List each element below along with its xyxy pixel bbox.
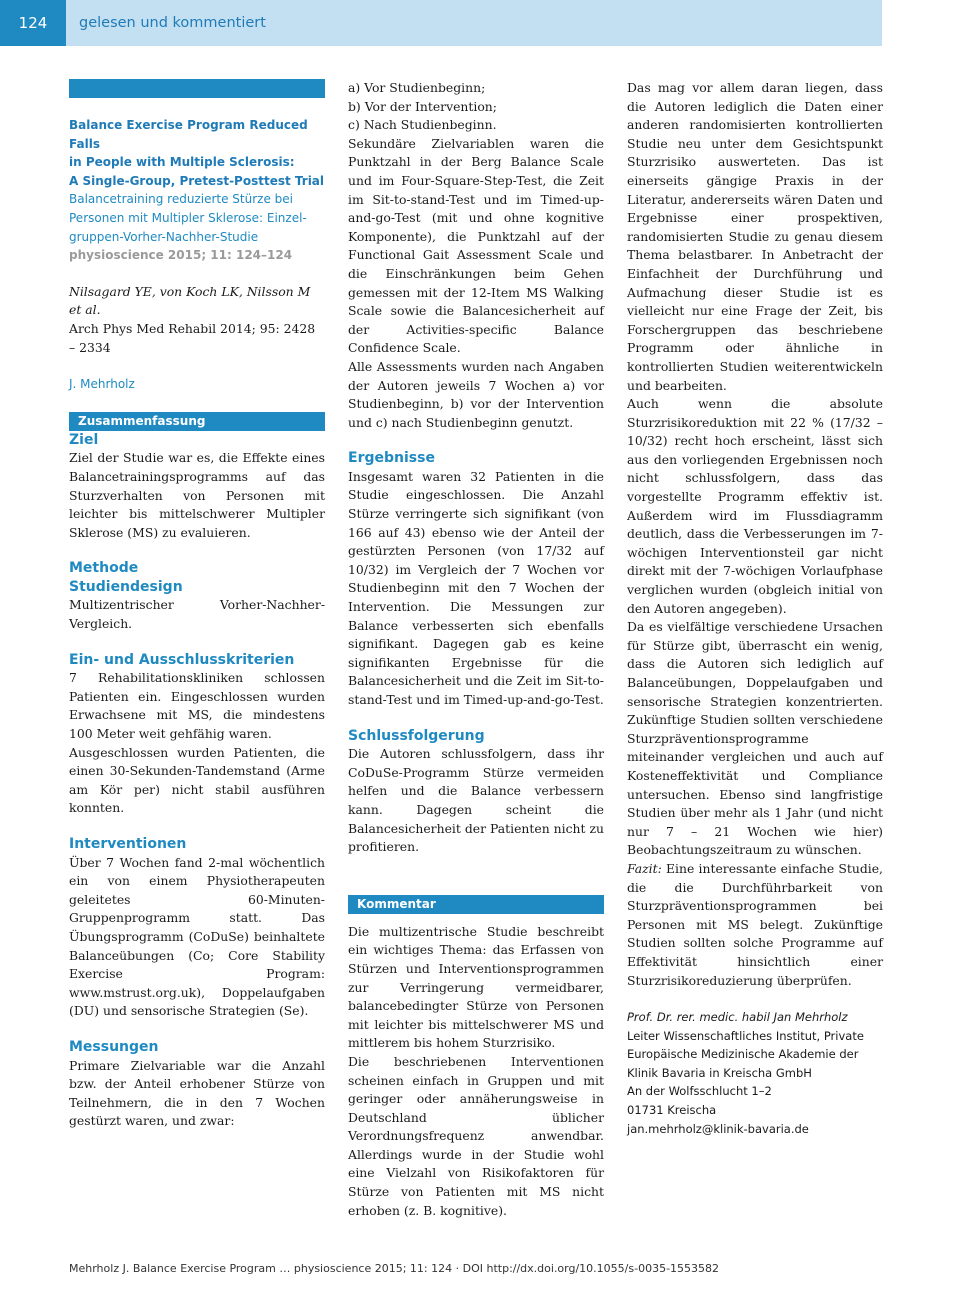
messungen-heading: Messungen [69, 1038, 159, 1055]
german-title-line: Personen mit Multipler Sklerose: Einzel- [69, 210, 307, 225]
design-text: Multizentrischer Vorher-Nachher-Vergleich. [69, 597, 325, 632]
article-title-line: in People with Multiple Sclerosis: [69, 155, 295, 170]
article-title-line: Balance Exercise Program Reduced Falls [69, 118, 308, 151]
article-title-line: A Single-Group, Pretest-Posttest Trial [69, 173, 325, 188]
article-title [69, 116, 325, 190]
fazit-label: Fazit: [627, 860, 662, 876]
kriterien-text: Ausgeschlossen wurden Patienten, die einen 30-Sekunden-Tandemstand (Arme am Kör per) nicht stabil ausführen konnten. [69, 744, 325, 816]
authors: Nilsagard YE, von Koch LK, Nilsson M et al. [69, 283, 311, 318]
comment-paragraph: Da es vielfältige verschiedene Ursachen für Stürze gibt, überrascht ein wenig, dass die Autoren sich lediglich auf Balanceübungen, Doppelaufgaben und sensorische Strategien konzentrierten. Zukünftige Studien sollten verschiedene Sturzpräventionsprogramme miteinander vergleichen und auch auf Kosteneffektivität und Compliance untersuchen. Ebenso sind langfristige Studien über mehr als 1 Jahr (und nicht nur 7 – 21 Wochen wie hier) Beobachtungszeitraum zu wünschen. [627, 619, 883, 858]
comment-heading: Kommentar [348, 895, 604, 914]
ziel-heading: Ziel [69, 431, 99, 448]
signature-email[interactable]: jan.mehrholz@klinik-bavaria.de [627, 1121, 809, 1136]
sekundaer-text: Sekundäre Zielvariablen waren die Punktzahl in der Berg Balance Scale und im Four-Square-Step-Test, die Zeit im Sit-to-stand-Test und im Timed-up-and-go-Test (mit und ohne kognitive Komponente), die Punktzahl auf der Functional Gait Assessment Scale und die Einschränkungen beim Gehen gemessen mit der 12-Item MS Walking Scale sowie die Balancesicherheit auf der Activities-specific Balance Confidence Scale. [348, 135, 604, 356]
section-title: gelesen und kommentiert [79, 15, 266, 31]
list-item: b) Vor der Intervention; [348, 98, 497, 114]
journal-citation: Arch Phys Med Rehabil 2014; 95: 2428 – 2334 [69, 320, 316, 355]
german-title-line: gruppen-Vorher-Nachher-Studie [69, 229, 259, 244]
comment-paragraph: Die multizentrische Studie beschreibt ein wichtiges Thema: das Erfassen von Stürzen und Interventionsprogrammen zur Verringerung vermeidbarer, balancebedingter Stürze von Personen mit leichter bis mittelschwerer MS und mittlerem bis hohem Sturzrisiko. [348, 923, 604, 1051]
list-item: a) Vor Studienbeginn; [348, 80, 486, 95]
column-2 [348, 79, 604, 1220]
ziel-text: Ziel der Studie war es, die Effekte eines Balancetrainingsprogramms auf das Sturzverhalten von Personen mit leichter bis mittelschwerer Multipler Sklerose (MS) zu evaluieren. [69, 450, 325, 540]
signature-street: An der Wolfsschlucht 1–2 [627, 1084, 772, 1099]
comment-paragraph: Das mag vor allem daran liegen, dass die Autoren lediglich die Daten einer anderen randomisierten kontrollierten Studie neu unter dem Gesichtspunkt Sturzrisiko auswerteten. Das ist einerseits gängige Praxis in der Literatur, andererseits wären Daten und Ergebnisse einer prospektiven, randomisierten Studie zu genau diesem Thema belastbarer. In Anbetracht der Einfachheit der Durchführung und Aufmachung dieser Studie ist es vielleicht nur eine Frage der Zeit, bis Forschergruppen das beschriebene Programm oder ähnliche in kontrollierten Studien weiterentwickeln und bearbeiten. [627, 80, 883, 393]
column-1 [69, 79, 325, 1131]
reviewer: J. Mehrholz [69, 377, 135, 392]
column-3 [627, 79, 883, 1138]
interventionen-heading: Interventionen [69, 836, 187, 852]
signature-city: 01731 Kreischa [627, 1103, 717, 1118]
signature-affiliation: Leiter Wissenschaftliches Institut, Private Europäische Medizinische Akademie der Klinik Bavaria in Kreischa GmbH [627, 1028, 864, 1080]
messungen-text: Primare Zielvariable war die Anzahl bzw. der Anteil erhobener Stürze von Teilnehmern, die in den 7 Wochen gestürzt waren, und zwar: [69, 1057, 325, 1129]
summary-heading: Zusammenfassung [69, 412, 325, 431]
fazit-text: Eine interessante einfache Studie, die die Durchführbarkeit von Sturzpräventionsprogrammen bei Personen mit MS belegt. Zukünftige Studien sollten solche Programme auf Effektivität hinsichtlich einer Sturzrisikoreduzierung überprüfen. [627, 860, 883, 988]
title-accent-bar [69, 79, 325, 98]
article-source: physioscience 2015; 11: 124–124 [69, 248, 293, 263]
schluss-heading: Schlussfolgerung [348, 727, 485, 744]
german-title-line: Balancetraining reduzierte Stürze bei [69, 192, 293, 207]
interventionen-text: Über 7 Wochen fand 2-mal wöchentlich ein von einem Physiotherapeuten geleitetes 60-Minuten-Gruppenprogramm statt. Das Übungsprogramm (CoDuSe) beinhaltete Balanceübungen (Co; Core Stability Exercise Program: www.mstrust.org.uk), Doppelaufgaben (DU) und sensorische Strategien (Se). [69, 854, 325, 1019]
fazit-paragraph [627, 860, 883, 990]
methode-heading: Methode [69, 560, 139, 577]
assessments-text: Alle Assessments wurden nach Angaben der Autoren jeweils 7 Wochen a) vor Studienbeginn, b) vor der Intervention und c) nach Studienbeginn genutzt. [348, 358, 604, 430]
german-title [69, 190, 325, 246]
kriterien-heading: Ein- und Ausschlusskriterien [69, 651, 295, 668]
comment-paragraph: Die beschriebenen Interventionen scheinen einfach in Gruppen und mit geringer oder annäherungsweise in Deutschland üblicher Verordnungsfrequenz anwendbar. Allerdings wurde in der Studie wohl eine Vielzahl von Risikofaktoren für Stürze von Patienten mit MS nicht erhoben (z. B. kognitive). [348, 1053, 604, 1218]
ergebnisse-heading: Ergebnisse [348, 450, 435, 467]
list-item: c) Nach Studienbeginn. [348, 117, 497, 133]
ergebnisse-text: Insgesamt waren 32 Patienten in die Studie eingeschlossen. Die Anzahl Stürze verringerte sich signifikant (von 166 auf 43) ebenso wie der Anteil der gestürzten Personen (von 17/32 auf 10/32) im Vergleich der 7 Wochen vor Studienbeginn mit den 7 Wochen der Intervention. Die Messungen zur Balance verbesserten sich ebenfalls signifikant. Dagegen gab es keine signifikanten Ergebnisse für die Balancesicherheit und die Zeit im Sit-to-stand-Test und im Timed-up-and-go-Test. [348, 468, 604, 707]
schluss-text: Die Autoren schlussfolgern, dass ihr CoDuSe-Programm Stürze vermeiden helfen und die Balance verbessern kann. Dagegen scheint die Balancesicherheit der Patienten nicht zu profitieren. [348, 746, 604, 855]
page-footer: Mehrholz J. Balance Exercise Program … physioscience 2015; 11: 124 · DOI http://dx.doi.org/10.1055/s-0035-1553582 [69, 1262, 720, 1275]
comment-paragraph: Auch wenn die absolute Sturzrisikoreduktion mit 22 % (17/32 – 10/32) recht hoch erscheint, lässt sich aus den vorliegenden Ergebnissen noch nicht schlussfolgern, dass das vorgestellte Programm effektiv ist. Außerdem wird im Flussdiagramm deutlich, dass die Verbesserungen im 7-wöchigen Interventionsteil gar nicht direkt mit der 7-wöchigen Vorlaufphase verglichen wurden (obgleich initial von den Autoren angegeben). [627, 396, 883, 616]
kriterien-text: 7 Rehabilitationskliniken schlossen Patienten ein. Eingeschlossen wurden Erwachsene mit MS, die mindestens 100 Meter weit gehfähig waren. [69, 670, 325, 742]
signature-name: Prof. Dr. rer. medic. habil Jan Mehrholz [627, 1010, 848, 1025]
design-heading: Studiendesign [69, 578, 183, 595]
page-number: 124 [0, 0, 66, 46]
